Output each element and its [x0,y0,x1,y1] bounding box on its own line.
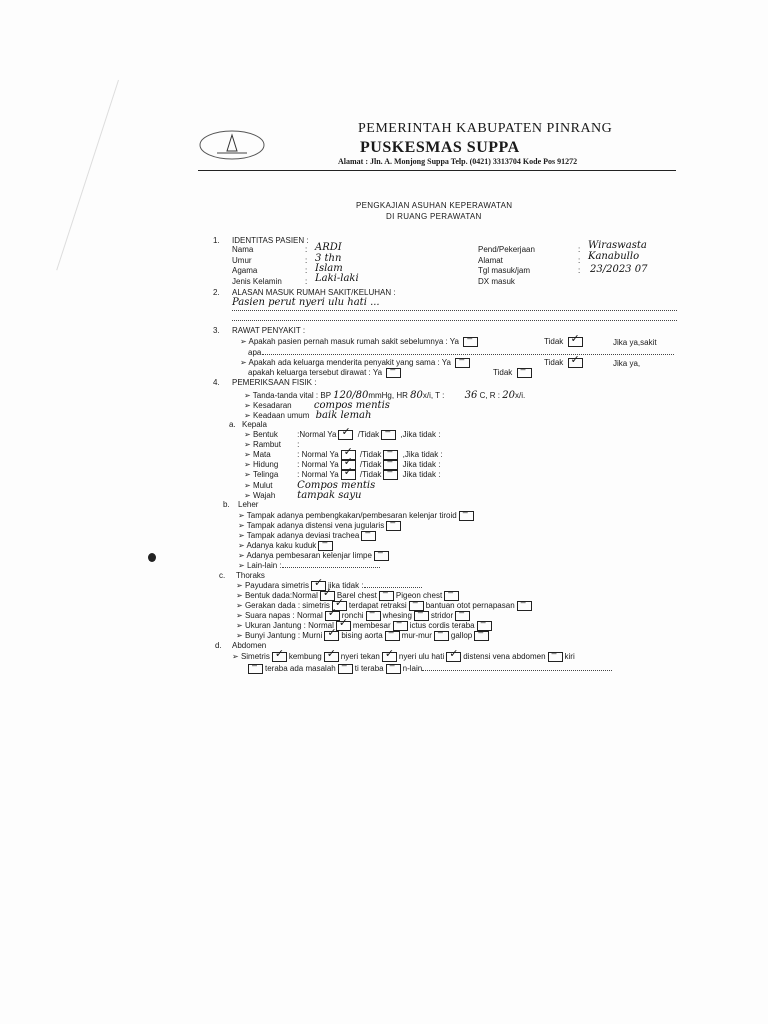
nama-label: Nama [232,245,254,254]
form-title: PENGKAJIAN ASUHAN KEPERAWATAN [356,201,513,210]
alamat-value: Kanabullo [588,251,640,262]
checkbox[interactable] [336,621,351,631]
keadaan-umum-value: baik lemah [315,410,372,421]
checkbox[interactable] [272,652,287,662]
scan-edge-line [56,80,119,271]
checkbox[interactable] [386,664,401,674]
checkbox[interactable] [455,358,470,368]
section-num: 2. [213,288,220,297]
scan-smudge [148,553,156,562]
checkbox[interactable] [381,430,396,440]
checkbox[interactable] [548,652,563,662]
checkbox[interactable] [385,631,400,641]
logo-emblem [197,127,267,163]
umur-value: 3 thn [315,253,342,264]
nama-value: ARDI [315,242,342,253]
leher-heading: Leher [238,500,259,509]
form-subtitle: DI RUANG PERAWATAN [386,212,482,221]
checkbox[interactable] [393,621,408,631]
section-heading: PEMERIKSAAN FISIK : [232,378,317,387]
checkbox[interactable] [444,591,459,601]
checkbox[interactable] [318,541,333,551]
checkbox[interactable] [474,631,489,641]
checkbox[interactable] [446,652,461,662]
checkbox[interactable] [374,551,389,561]
checkbox[interactable] [517,368,532,378]
header-line2: PUSKESMAS SUPPA [360,139,520,156]
section-num: 4. [213,378,220,387]
kepala-heading: Kepala [242,420,267,429]
dx-masuk-label: DX masuk [478,277,515,286]
header-line1: PEMERINTAH KABUPATEN PINRANG [358,121,613,136]
rawat-q1: ➢ Apakah pasien pernah masuk rumah sakit sebelumnya : Ya – [240,337,480,347]
checkbox[interactable] [414,611,429,621]
umur-label: Umur [232,256,252,265]
section-heading: IDENTITAS PASIEN : [232,236,309,245]
checkbox[interactable] [338,430,353,440]
vital-signs-row: ➢ Tanda-tanda vital : BP 120/80mmHg, HR 80x/i, T : 36 C, R : 20x/i. [244,390,526,401]
jenis-kelamin-value: Laki-laki [315,273,359,284]
section-num: 1. [213,236,220,245]
kesadaran-label: Kesadaran [252,401,292,410]
checkbox[interactable] [517,601,532,611]
header-divider [198,170,676,171]
checkbox[interactable] [324,652,339,662]
checkbox[interactable] [325,611,340,621]
pend-label: Pend/Pekerjaan [478,245,535,254]
checkbox[interactable] [568,337,583,347]
checkbox[interactable] [463,337,478,347]
checkbox[interactable] [455,611,470,621]
checkbox[interactable] [386,368,401,378]
checkbox[interactable] [568,358,583,368]
keluhan-value: Pasien perut nyeri ulu hati ... [232,297,380,308]
checkbox[interactable] [383,470,398,480]
checkbox[interactable] [379,591,394,601]
checkbox[interactable] [248,664,263,674]
thoraks-heading: Thoraks [236,571,265,580]
keadaan-umum-label: Keadaan umum [252,411,310,420]
document-page: PEMERINTAH KABUPATEN PINRANG PUSKESMAS SUPPA Alamat : Jln. A. Monjong Suppa Telp. (0421) 3313704 Kode Pos 91272 PENGKAJIAN ASUHAN KEPERAWATAN DI RUANG PERAWATAN 1. IDENTITAS PASIEN : Nama : ARDI Umur : 3 thn Agama : Islam Jenis Kelamin : Laki-laki Pend/Pekerjaan : Wiraswasta Alamat : Kanabullo Tgl masuk/jam : 23/2023 07 DX masuk 2. ALASAN MASUK RUMAH SAKIT/KELUHAN : Pasien perut nyeri ulu hati ... 3. RAWAT PENYAKIT : ➢ Apakah pasien pernah masuk rumah sakit sebelumnya : Ya – Tidak ✓ Jika ya,sakit apa ➢ Apakah ada keluarga menderita penyakit yang sama : Ya – Tidak ✓ Jika ya, apakah keluarga tersebut dirawat : Ya – Tidak – 4. PEMERIKSAAN FISIK : ➢ Tanda-tanda vital : BP 120/80mmHg, HR 80x/i, T : 36 C, R : 20x/i. ➢ Kesadaran compos mentis ➢ Keadaan umum baik lemah a. Kepala ➢ Bentuk :Normal Ya✓ /Tidak– ,Jika tidak : ➢ Rambut : ➢ Mata : Normal Ya✓ /Tidak– ,Jika tidak : ➢ Hidung : Normal Ya✓ /Tidak– Jika tidak : ➢ Telinga : Normal Ya✓ /Tidak– Jika tidak : ➢ Mulut Compos mentis ➢ Wajah tampak sayu b. Leher ➢ Tampak adanya pembengkakan/pembesaran kelenjar tiroid– ➢ Tampak adanya distensi vena jugularis– ➢ Tampak adanya deviasi trachea– ➢ Adanya kaku kuduk– ➢ Adanya pembesaran kelenjar limpe– ➢ Lain-lain : c. Thoraks ➢ Payudara simetris✓ jika tidak : ➢ Bentuk dada:Normal✓ Barel chest– Pigeon chest– ➢ Gerakan dada : simetris✓ terdapat retraksi– bantuan otot pernapasan– ➢ Suara napas : Normal✓ ronchi– whesing– stridor– ➢ Ukuran Jantung : Normal✓ membesar– ictus cordis teraba– ➢ Bunyi Jantung : Murni✓ bising aorta– mur-mur– gallop– d. Abdomen ➢ Simetris✓ kembung✓ nyeri tekan✓ nyeri ulu hati✓ distensi vena abdomen– kiri –teraba ada masalah– ti teraba– n-lain [0,0,768,1024]
tgl-masuk-value: 23/2023 07 [590,264,648,275]
checkbox[interactable] [386,521,401,531]
alamat-label: Alamat [478,256,503,265]
rawat-q2: ➢ Apakah ada keluarga menderita penyakit yang sama : Ya – [240,358,472,368]
checkbox[interactable] [361,531,376,541]
checkbox[interactable] [366,611,381,621]
pend-value: Wiraswasta [588,240,647,251]
checkbox[interactable] [320,591,335,601]
agama-value: Islam [315,263,343,274]
checkbox[interactable] [324,631,339,641]
kesadaran-value: compos mentis [313,400,390,411]
section-heading: RAWAT PENYAKIT : [232,326,306,335]
header-address: Alamat : Jln. A. Monjong Suppa Telp. (0421) 3313704 Kode Pos 91272 [338,157,578,166]
checkbox[interactable] [338,664,353,674]
checkbox[interactable] [459,511,474,521]
section-heading: ALASAN MASUK RUMAH SAKIT/KELUHAN : [232,288,396,297]
tgl-masuk-label: Tgl masuk/jam [478,266,531,275]
section-num: 3. [213,326,220,335]
abdomen-heading: Abdomen [232,641,267,650]
jenis-kelamin-label: Jenis Kelamin [232,277,282,286]
agama-label: Agama [232,266,258,275]
checkbox[interactable] [341,470,356,480]
checkbox[interactable] [434,631,449,641]
